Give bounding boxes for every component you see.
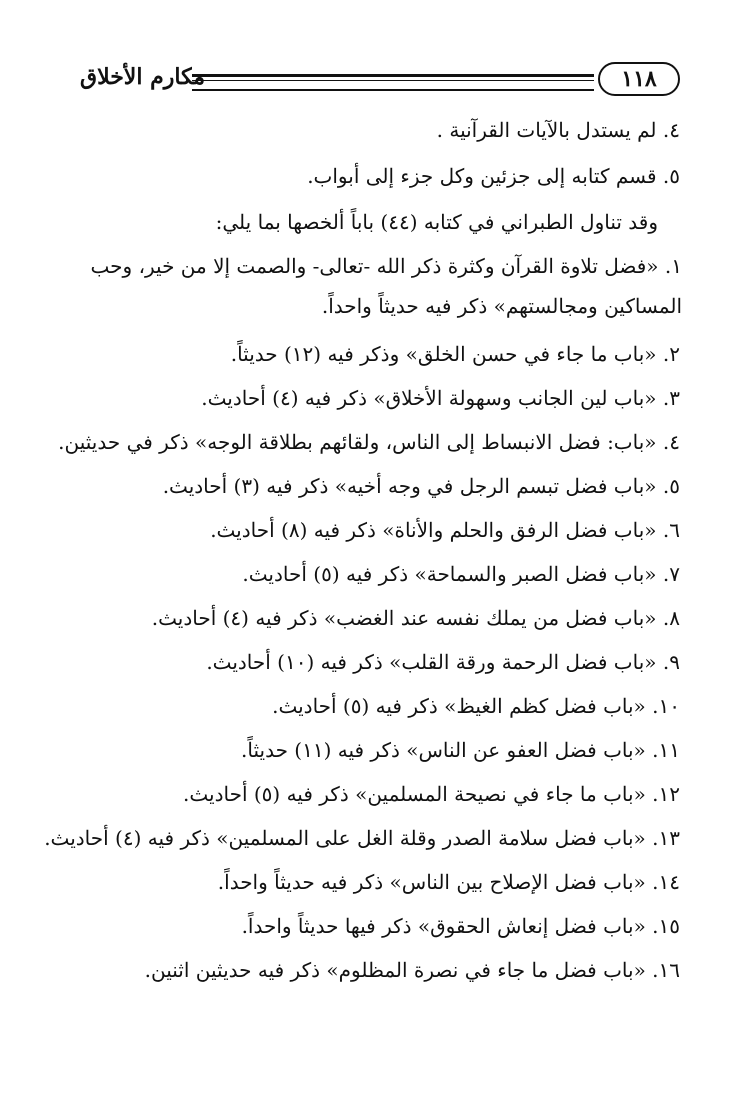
list-item: ٤. لم يستدل بالآيات القرآنية . (436, 118, 680, 142)
running-title: مكارم الأخلاق (80, 64, 205, 90)
list-item: ١٥. «باب فضل إنعاش الحقوق» ذكر فيها حديثاً واحداً. (241, 914, 680, 938)
list-item: ١٦. «باب فضل ما جاء في نصرة المظلوم» ذكر فيه حديثين اثنين. (144, 958, 680, 982)
list-item: ٢. «باب ما جاء في حسن الخلق» وذكر فيه (١٢) حديثاً. (230, 342, 680, 366)
paragraph: وقد تناول الطبراني في كتابه (٤٤) باباً ألخصها بما يلي: (215, 210, 658, 234)
list-item: ٦. «باب فضل الرفق والحلم والأناة» ذكر فيه (٨) أحاديث. (210, 518, 680, 542)
page-number: ١١٨ (598, 62, 680, 96)
page-body (44, 108, 682, 992)
list-item: ١. «فضل تلاوة القرآن وكثرة ذكر الله -تعالى- والصمت إلا من خير، وحب المساكين ومجالستهم» ذكر فيه حديثاً واحداً. (90, 254, 682, 318)
list-item: ١٤. «باب فضل الإصلاح بين الناس» ذكر فيه حديثاً واحداً. (217, 870, 680, 894)
list-item: ١٣. «باب فضل سلامة الصدر وقلة الغل على المسلمين» ذكر فيه (٤) أحاديث. (44, 826, 680, 850)
list-item: ٨. «باب فضل من يملك نفسه عند الغضب» ذكر فيه (٤) أحاديث. (151, 606, 680, 630)
list-item: ٣. «باب لين الجانب وسهولة الأخلاق» ذكر فيه (٤) أحاديث. (201, 386, 680, 410)
header-rule (192, 74, 594, 91)
list-item: ١٠. «باب فضل كظم الغيظ» ذكر فيه (٥) أحاديث. (272, 694, 680, 718)
list-item: ١١. «باب فضل العفو عن الناس» ذكر فيه (١١) حديثاً. (241, 738, 680, 762)
list-item: ٩. «باب فضل الرحمة ورقة القلب» ذكر فيه (١٠) أحاديث. (206, 650, 680, 674)
page-header (80, 62, 680, 98)
list-item: ٧. «باب فضل الصبر والسماحة» ذكر فيه (٥) أحاديث. (242, 562, 680, 586)
list-item: ٥. «باب فضل تبسم الرجل في وجه أخيه» ذكر فيه (٣) أحاديث. (162, 474, 680, 498)
list-item: ٥. قسم كتابه إلى جزئين وكل جزء إلى أبواب. (307, 164, 680, 188)
list-item: ٤. «باب: فضل الانبساط إلى الناس، ولقائهم بطلاقة الوجه» ذكر في حديثين. (58, 430, 680, 454)
list-item: ١٢. «باب ما جاء في نصيحة المسلمين» ذكر فيه (٥) أحاديث. (183, 782, 680, 806)
